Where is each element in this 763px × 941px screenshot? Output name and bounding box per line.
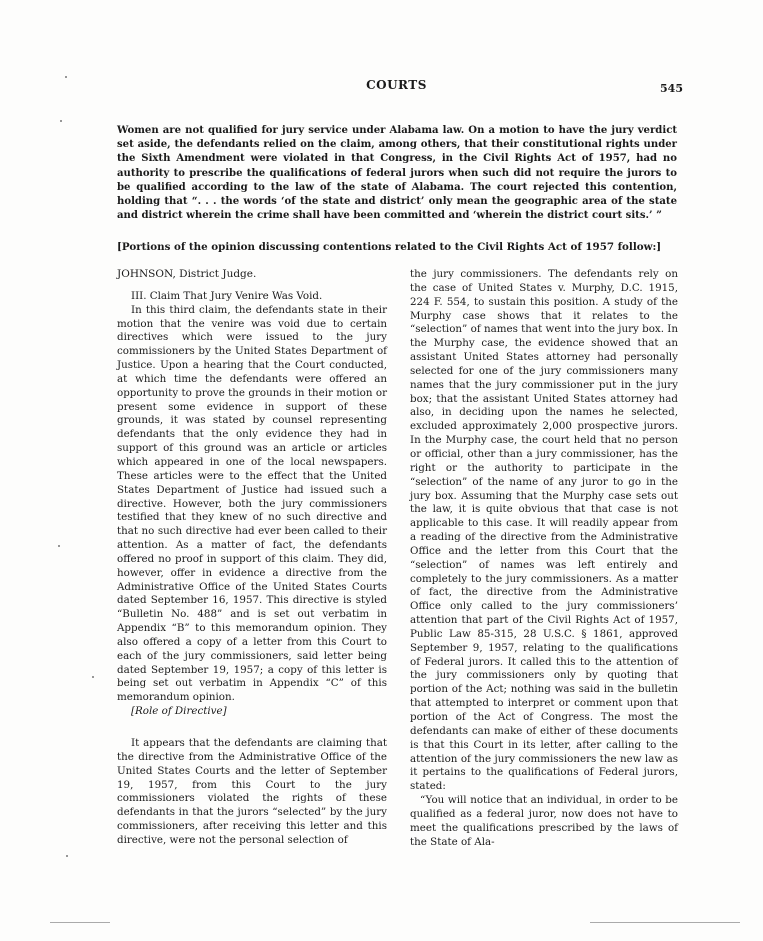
page-header [110,78,683,98]
scan-speck [65,76,67,78]
scan-speck [92,676,94,678]
scan-speck [60,120,62,122]
right-paragraph-1: the jury commissioners. The defendants rely on the case of United States v. Murphy, D.C. 1915, 224 F. 554, to sustain this position. A study of the Murphy case shows that it relates to the “selection” of names that went into the jury box. In the Murphy case, the evidence showed that an assistant United States attorney had personally selected for one of the jury commissioners many names that the jury commissioner put in the jury box; that the assistant United States attorney had also, in deciding upon the names he selected, excluded approximately 2,000 prospective jurors. In the Murphy case, the court held that no person or official, other than a jury commissioner, has the right or the authority to participate in the “selection” of the name of any juror to go in the jury box. Assuming that the Murphy case sets out the law, it is quite obvious that that case is not applicable to this case. It will readily appear from a reading of the directive from the Administrative Office and the letter from this Court that the “selection” of names was left entirely and completely to the jury commissioners. As a matter of fact, the directive from the Administrative Office only called to the jury commissioners’ attention that part of the Civil Rights Act of 1957, Public Law 85-315, 28 U.S.C. § 1861, approved September 9, 1957, relating to the qualifications of Federal jurors. It called this to the attention of the jury commissioners only by quoting that portion of the Act; nothing was said in the bulletin that attempted to interpret or comment upon that portion of the Act of Congress. The most the defendants can make of either of these documents is that this Court in its letter, after calling to the attention of the jury commissioners the new law as it pertains to the qualifications of Federal jurors, stated: [410,268,678,793]
left-column [117,268,387,848]
bracket-note: [Portions of the opinion discussing contentions related to the Civil Rights Act of 1957 follow:] [117,241,662,253]
right-column [410,268,678,849]
running-head: COURTS [366,78,427,92]
block-quote: “You will notice that an individual, in order to be qualified as a federal juror, now does not have to meet the qualifications prescribed by the laws of the State of Ala- [410,794,678,848]
scan-edge-line [590,922,740,923]
paragraph-gap [117,719,387,737]
left-paragraph-1: In this third claim, the defendants state in their motion that the venire was void due to certain directives which were issued to the jury commissioners by the United States Department of Justice. Upon a hearing that the Court conducted, at which time the defendants were offered an opportunity to prove the grounds in their motion or present some evidence in support of these grounds, it was stated by counsel representing defendants that the only evidence they had in support of this ground was an article or articles which appeared in one of the local newspapers. These articles were to the effect that the United States Department of Justice had issued such a directive. However, both the jury commissioners testified that they knew of no such directive and that no such directive had ever been called to their attention. As a matter of fact, the defendants offered no proof in support of this claim. They did, however, offer in evidence a directive from the Administrative Office of the United States Courts dated September 16, 1957. This directive is styled “Bulletin No. 488” and is set out verbatim in Appendix “B” to this memorandum opinion. They also offered a copy of a letter from this Court to each of the jury commissioners, said letter being dated September 19, 1957; a copy of this letter is being set out verbatim in Appendix “C” of this memorandum opinion. [117,303,387,704]
scan-speck [58,545,60,547]
page-number: 545 [660,82,683,95]
judge-name: JOHNSON, District Judge. [117,268,257,280]
scan-edge-line [50,922,110,923]
headnote: Women are not qualified for jury service under Alabama law. On a motion to have the jury verdict set aside, the defendants relied on the claim, among others, that their constitutional rights under the Sixth Amendment were violated in that Congress, in the Civil Rights Act of 1957, had no authority to prescribe the qualifications of federal jurors when such did not require the jurors to be qualified according to the law of the state of Alabama. The court rejected this contention, holding that “. . . the words ‘of the state and district’ only mean the geographic area of the state and district wherein the crime shall have been committed and ‘wherein the district court sits.’ ” [117,125,677,222]
claim-heading: III. Claim That Jury Venire Was Void. [131,289,323,302]
section-heading: [Role of Directive] [131,705,227,718]
left-paragraph-2: It appears that the defendants are claiming that the directive from the Administrative Office of the United States Courts and the letter of September 19, 1957, from this Court to the jury commissioners violated the rights of these defendants in that the jurors “selected” by the jury commissioners, after receiving this letter and this directive, were not the personal selection of [117,737,387,846]
scan-speck [66,855,68,857]
